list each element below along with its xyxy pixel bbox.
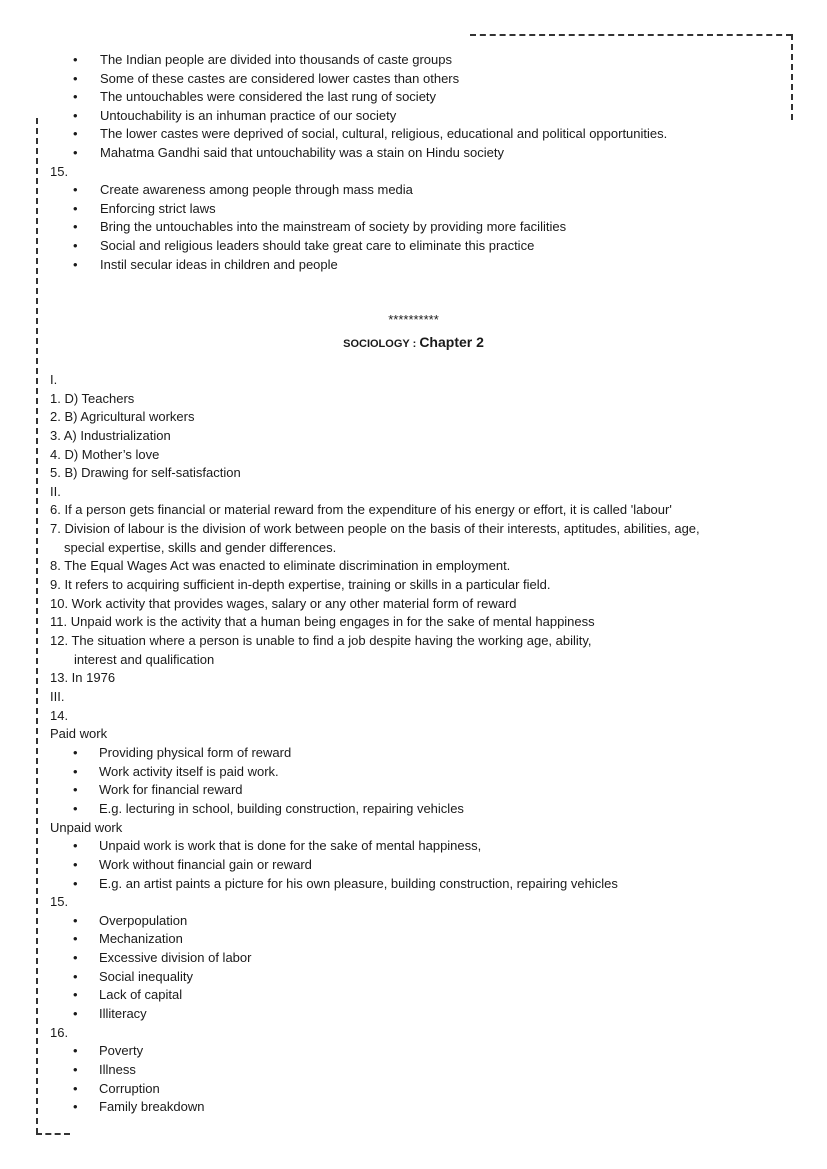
paid-work-title: Paid work (50, 726, 108, 741)
bullet-icon: • (73, 1006, 78, 1021)
list-item: Mahatma Gandhi said that untouchability was a stain on Hindu society (100, 145, 504, 160)
mcq-answer: 4. D) Mother’s love (50, 447, 160, 462)
list-item: Unpaid work is work that is done for the sake of mental happiness, (99, 838, 482, 853)
question-number: 15. (50, 164, 69, 179)
list-item: Family breakdown (99, 1099, 205, 1114)
bullet-icon: • (73, 1043, 78, 1058)
bullet-icon: • (73, 201, 78, 216)
list-item: The Indian people are divided into thousands of caste groups (100, 52, 452, 67)
bullet-icon: • (73, 1099, 78, 1114)
section-label: I. (50, 372, 58, 387)
list-item: E.g. an artist paints a picture for his own pleasure, building construction, repairing vehicles (99, 876, 618, 891)
section-label: II. (50, 484, 61, 499)
mcq-answer: 2. B) Agricultural workers (50, 409, 195, 424)
bullet-icon: • (73, 838, 78, 853)
short-answer: 9. It refers to acquiring sufficient in-depth expertise, training or skills in a particular field. (50, 577, 551, 592)
bullet-icon: • (73, 126, 78, 141)
list-item: Excessive division of labor (99, 950, 252, 965)
short-answer: 11. Unpaid work is the activity that a human being engages in for the sake of mental happiness (50, 614, 595, 629)
short-answer: 10. Work activity that provides wages, salary or any other material form of reward (50, 596, 517, 611)
bullet-icon: • (73, 108, 78, 123)
mcq-answer: 3. A) Industrialization (50, 428, 171, 443)
bullet-icon: • (73, 782, 78, 797)
list-item: The untouchables were considered the last rung of society (100, 89, 437, 104)
page-border-right (791, 34, 793, 120)
list-item: Create awareness among people through mass media (100, 182, 413, 197)
bullet-icon: • (73, 257, 78, 272)
list-item: Social inequality (99, 969, 193, 984)
chapter-title: Chapter 2 (419, 334, 484, 350)
mcq-answer: 1. D) Teachers (50, 391, 135, 406)
list-item: Some of these castes are considered lower castes than others (100, 71, 460, 86)
list-item: Lack of capital (99, 987, 183, 1002)
bullet-icon: • (73, 52, 78, 67)
page-border-top (470, 34, 792, 36)
list-item: Overpopulation (99, 913, 188, 928)
bullet-icon: • (73, 913, 78, 928)
list-item: Social and religious leaders should take great care to eliminate this practice (100, 238, 535, 253)
bullet-icon: • (73, 931, 78, 946)
bullet-icon: • (73, 950, 78, 965)
bullet-icon: • (73, 89, 78, 104)
list-item: Poverty (99, 1043, 144, 1058)
list-item: Instil secular ideas in children and people (100, 257, 338, 272)
list-item: Untouchability is an inhuman practice of our society (100, 108, 397, 123)
list-item: Providing physical form of reward (99, 745, 292, 760)
section-separator: ********** (388, 312, 439, 327)
bullet-icon: • (73, 857, 78, 872)
question-number: 14. (50, 708, 69, 723)
short-answer: 12. The situation where a person is unable to find a job despite having the working age, ability, (50, 633, 592, 648)
list-item: Bring the untouchables into the mainstream of society by providing more facilities (100, 219, 567, 234)
list-item: Corruption (99, 1081, 160, 1096)
page-border-left (36, 118, 38, 1134)
short-answer: 8. The Equal Wages Act was enacted to eliminate discrimination in employment. (50, 558, 511, 573)
list-item: Illiteracy (99, 1006, 147, 1021)
question-number: 16. (50, 1025, 69, 1040)
bullet-icon: • (73, 745, 78, 760)
bullet-icon: • (73, 71, 78, 86)
short-answer: 7. Division of labour is the division of work between people on the basis of their interests, aptitudes, abilities, age, (50, 521, 700, 536)
list-item: E.g. lecturing in school, building construction, repairing vehicles (99, 801, 464, 816)
page-border-bottom (36, 1133, 70, 1135)
mcq-answer: 5. B) Drawing for self-satisfaction (50, 465, 241, 480)
chapter-heading (0, 332, 827, 354)
short-answer: 6. If a person gets financial or material reward from the expenditure of his energy or effort, it is called 'labour' (50, 502, 672, 517)
short-answer: 13. In 1976 (50, 670, 116, 685)
bullet-icon: • (73, 987, 78, 1002)
list-item: Work activity itself is paid work. (99, 764, 279, 779)
bullet-icon: • (73, 182, 78, 197)
list-item: Illness (99, 1062, 136, 1077)
list-item: Work for financial reward (99, 782, 243, 797)
bullet-icon: • (73, 876, 78, 891)
section-label: III. (50, 689, 65, 704)
list-item: Mechanization (99, 931, 183, 946)
bullet-icon: • (73, 801, 78, 816)
bullet-icon: • (73, 764, 78, 779)
list-item: Work without financial gain or reward (99, 857, 312, 872)
bullet-icon: • (73, 1081, 78, 1096)
bullet-icon: • (73, 219, 78, 234)
unpaid-work-title: Unpaid work (50, 820, 123, 835)
bullet-icon: • (73, 969, 78, 984)
short-answer-continued: special expertise, skills and gender differences. (64, 540, 337, 555)
list-item: Enforcing strict laws (100, 201, 216, 216)
list-item: The lower castes were deprived of social, cultural, religious, educational and political opportunities. (100, 126, 668, 141)
question-number: 15. (50, 894, 69, 909)
short-answer-continued: interest and qualification (74, 652, 215, 667)
bullet-icon: • (73, 238, 78, 253)
subject-label: SOCIOLOGY : (343, 338, 420, 350)
bullet-icon: • (73, 145, 78, 160)
bullet-icon: • (73, 1062, 78, 1077)
